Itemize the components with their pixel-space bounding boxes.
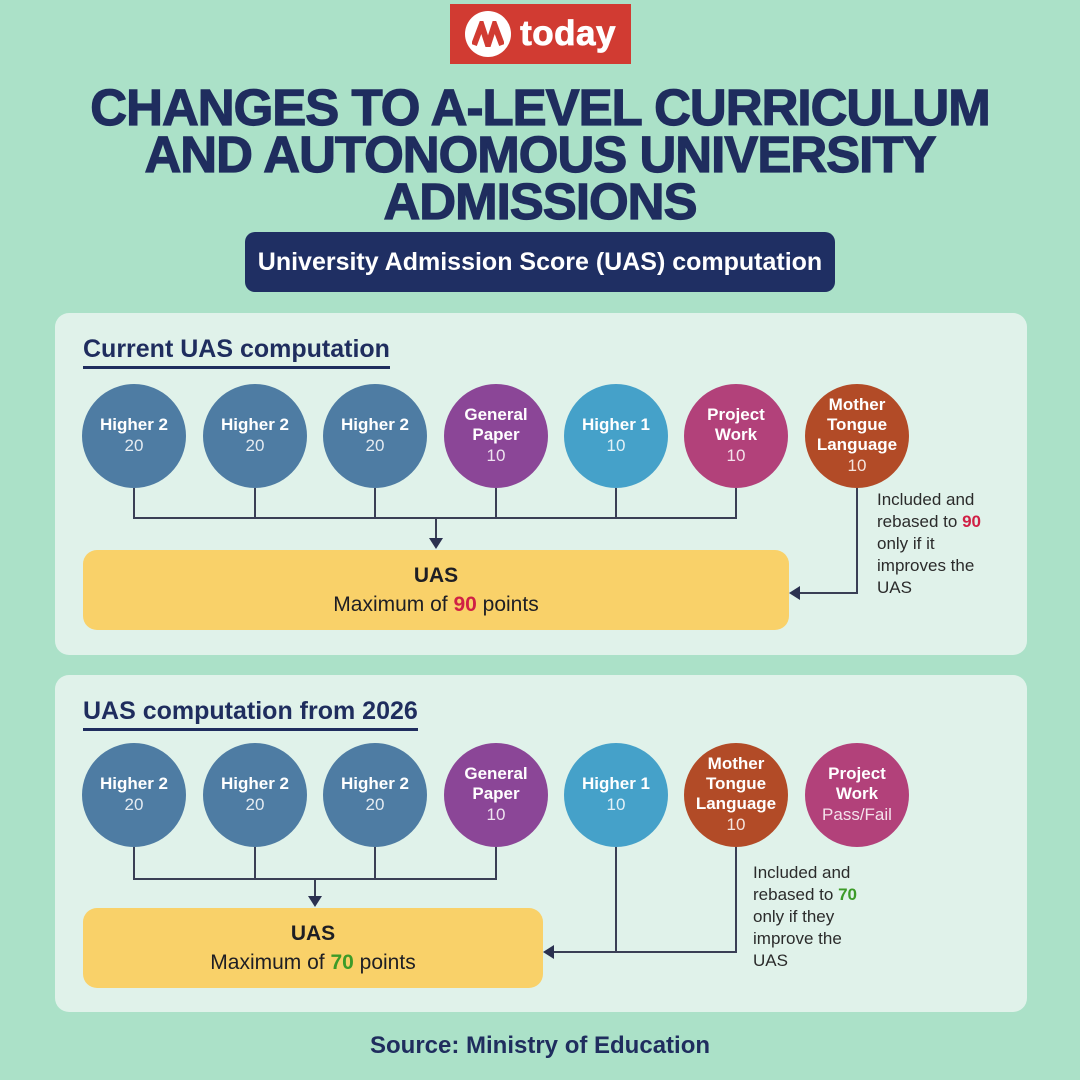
connector-line [495,847,497,880]
circle-higher2-c [323,384,427,488]
circle-label: Higher 2 [340,415,410,434]
circle-value: 20 [245,436,265,455]
arrow-left-icon [789,586,800,600]
circle-higher2-a [82,384,186,488]
uas-max-points: 90 [453,592,477,616]
circle-label: Higher 2 [99,415,169,434]
circle-general-paper [444,384,548,488]
circle-label: Higher 2 [220,774,290,793]
circle-higher1 [564,384,668,488]
circle-label: Mother Tongue Language [695,754,777,813]
note-rebase-value: 70 [838,885,857,904]
circle-label: General Paper [464,405,528,444]
connector-line [615,488,617,519]
circle-value: 20 [124,795,144,814]
circle-project-work [805,743,909,847]
circle-value: Pass/Fail [822,805,892,824]
panel-current-heading: Current UAS computation [83,335,390,364]
circle-label: Higher 2 [340,774,410,793]
mtl-note-2026: Included and rebased to 70 only if they improve the UAS [753,863,857,970]
connector-line [856,488,858,594]
circle-value: 20 [365,436,385,455]
circle-higher1 [564,743,668,847]
circle-value: 10 [606,436,626,455]
circle-higher2-a [82,743,186,847]
title-line-3: ADMISSIONS [383,173,697,230]
connector-line [254,847,256,880]
circle-label: Mother Tongue Language [816,395,898,454]
connector-line [735,488,737,519]
circle-label: Higher 1 [581,774,651,793]
subtitle-banner [245,232,835,292]
circle-value: 10 [847,456,867,475]
circle-higher2-b [203,384,307,488]
circle-label: Higher 2 [220,415,290,434]
uas-max-points: 70 [330,950,354,974]
arrow-down-icon [429,538,443,549]
circle-higher2-b [203,743,307,847]
circle-value: 10 [486,805,506,824]
subtitle-banner-text: University Admission Score (UAS) computation [257,247,823,276]
circle-label: Project Work [828,764,886,803]
mtl-note-current: Included and rebased to 90 only if it improves the UAS [877,490,981,597]
circle-value: 10 [486,446,506,465]
note-rebase-value: 90 [962,512,981,531]
connector-line [314,880,316,897]
uas-box-title: UAS [413,563,459,587]
connector-line [374,847,376,880]
uas-result-box-current [83,550,789,630]
panel-2026-heading: UAS computation from 2026 [83,697,418,726]
circle-mother-tongue [805,384,909,488]
connector-line [495,488,497,519]
circle-value: 10 [726,815,746,834]
uas-box-subtitle: Maximum of 70 points [210,950,416,974]
uas-result-box-2026 [83,908,543,988]
circle-value: 20 [365,795,385,814]
circle-value: 10 [726,446,746,465]
circle-higher2-c [323,743,427,847]
mediacorp-m-icon [465,11,511,57]
connector-line [435,519,437,539]
title-line-1: CHANGES TO A-LEVEL CURRICULUM [90,79,990,136]
circle-value: 10 [606,795,626,814]
logo-wordmark: today [520,14,616,53]
circle-label: Project Work [707,405,765,444]
arrow-down-icon [308,896,322,907]
source-attribution: Source: Ministry of Education [369,1032,711,1059]
panel-uas-2026 [55,675,1027,1012]
panel-current-uas [55,313,1027,655]
mediacorp-m-glyph [472,21,504,47]
connector-line [554,951,737,953]
connector-line [133,847,135,880]
circle-mother-tongue [684,743,788,847]
connector-line [133,488,135,519]
connector-line [615,847,617,953]
connector-line [254,488,256,519]
circle-label: Higher 2 [99,774,169,793]
title-line-2: AND AUTONOMOUS UNIVERSITY [144,126,936,183]
arrow-left-icon [543,945,554,959]
circle-label: Higher 1 [581,415,651,434]
circle-project-work [684,384,788,488]
uas-box-title: UAS [290,921,336,945]
uas-box-subtitle: Maximum of 90 points [333,592,539,616]
circle-value: 20 [245,795,265,814]
today-logo [450,4,631,64]
connector-line [800,592,858,594]
circle-general-paper [444,743,548,847]
connector-line [374,488,376,519]
page-title [0,79,1080,230]
circle-value: 20 [124,436,144,455]
connector-line [735,847,737,953]
circle-label: General Paper [464,764,528,803]
